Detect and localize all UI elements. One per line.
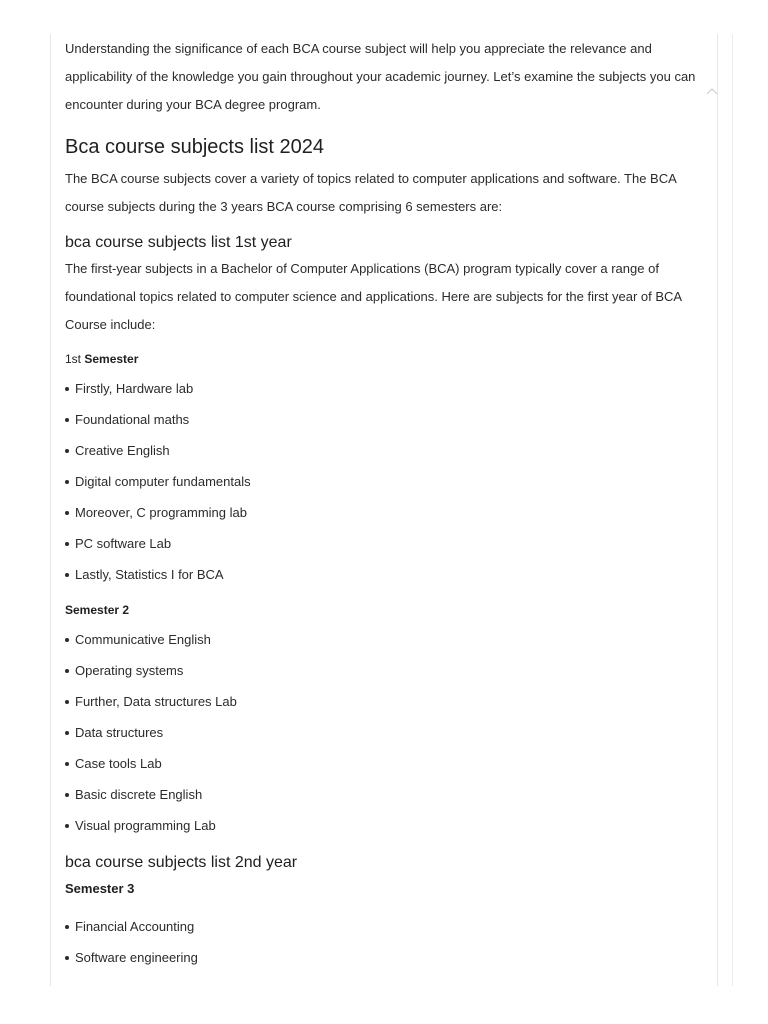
section-description: The BCA course subjects cover a variety of topics related to computer applications and software. The BCA course subjects during the 3 years BCA course comprising 6 semesters are: (65, 171, 677, 214)
year2-title: bca course subjects list 2nd year (65, 854, 298, 871)
list-item: Further, Data structures Lab (65, 686, 703, 717)
list-item: Creative English (65, 435, 703, 466)
semester-3-label (65, 881, 703, 897)
list-item: Visual programming Lab (65, 810, 703, 841)
semester-3-word: Semester 3 (65, 881, 135, 896)
year1-description: The first-year subjects in a Bachelor of Computer Applications (BCA) program typically cover a range of foundational topics related to computer science and applications. Here are subjects for the first year of BCA Course include: (65, 261, 682, 332)
list-item: Basic discrete English (65, 779, 703, 810)
list-item: Case tools Lab (65, 748, 703, 779)
list-item: PC software Lab (65, 528, 703, 559)
year1-title: bca course subjects list 1st year (65, 234, 292, 251)
article-content (50, 34, 718, 986)
semester-1-subject-list (65, 373, 703, 590)
list-item: Moreover, C programming lab (65, 497, 703, 528)
list-item: Lastly, Statistics I for BCA (65, 559, 703, 590)
semester-2-label (65, 602, 703, 618)
semester-2-subject-list (65, 624, 703, 841)
list-item: Digital computer fundamentals (65, 466, 703, 497)
semester-1-prefix: 1st (65, 352, 82, 366)
list-item: Foundational maths (65, 404, 703, 435)
semester-1-word: Semester (84, 352, 139, 366)
page-edge-divider (732, 34, 733, 986)
list-item: Financial Accounting (65, 911, 703, 942)
semester-2-word: Semester 2 (65, 603, 130, 617)
chevron-up-icon[interactable] (705, 86, 719, 96)
list-item: Firstly, Hardware lab (65, 373, 703, 404)
semester-3-subject-list (65, 911, 703, 973)
list-item: Software engineering (65, 942, 703, 973)
list-item: Data structures (65, 717, 703, 748)
list-item: Operating systems (65, 655, 703, 686)
intro-paragraph: Understanding the significance of each BCA course subject will help you appreciate the relevance and applicability of the knowledge you gain throughout your academic journey. Let’s examine the subjects you can encounter during your BCA degree program. (65, 41, 696, 112)
section-title: Bca course subjects list 2024 (65, 136, 325, 158)
semester-1-label (65, 351, 703, 367)
list-item: Communicative English (65, 624, 703, 655)
